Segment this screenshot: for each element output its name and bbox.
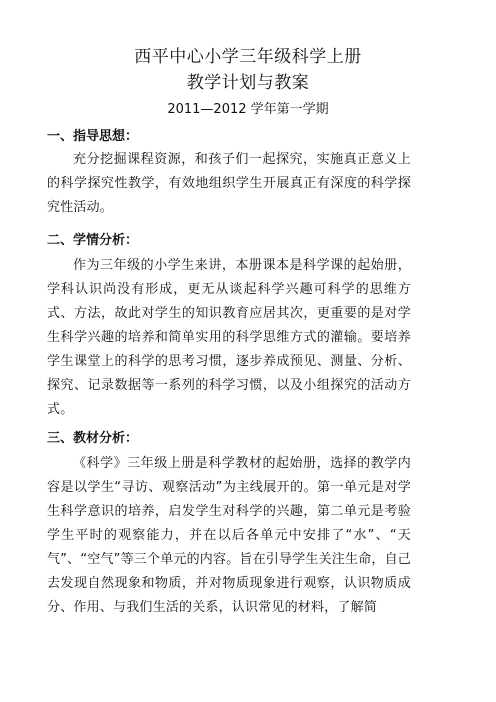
section-heading-textbook-analysis: 三、教材分析： bbox=[47, 431, 139, 446]
school-year: 2011—2012 学年第一学期 bbox=[167, 102, 329, 117]
document-title: 西平中心小学三年级科学上册 bbox=[134, 47, 362, 67]
document-subtitle: 教学计划与教案 bbox=[186, 73, 310, 93]
section-text-student-analysis: 作为三年级的小学生来讲，本册课本是科学课的起始册，学科认识尚没有形成，更无从谈起科学兴趣可科学的思维方式、方法，故此对学生的知识教育应居其次，更重要的是对学生科学兴趣的培养和简单实用的科学思维方式的灌输。要培养学生课堂上的科学的思考习惯，逐步养成预见、测量、分析、探究、记录数据等一系列的科学习惯，以及小组探究的活动方式。 bbox=[47, 258, 411, 417]
section-text-guiding-thought: 充分挖掘课程资源，和孩子们一起探究，实施真正意义上的科学探究性教学，有效地组织学生开展真正有深度的科学探究性活动。 bbox=[47, 152, 411, 215]
section-heading-guiding-thought: 一、指导思想： bbox=[47, 129, 139, 144]
section-heading-student-analysis: 二、学情分析： bbox=[47, 233, 139, 248]
section-text-textbook-analysis: 《科学》三年级上册是科学教材的起始册，选择的教学内容是以学生“寻访、观察活动”为主线展开的。第一单元是对学生科学意识的培养，启发学生对科学的兴趣，第二单元是考验学生平时的观察能力，并在以后各单元中安排了“水”、“天气”、“空气”等三个单元的内容。旨在引导学生关注生命，自己去发现自然现象和物质，并对物质现象进行观察，认识物质成分、作用、与我们生活的关系，认识常见的材料，了解简 bbox=[47, 456, 412, 615]
